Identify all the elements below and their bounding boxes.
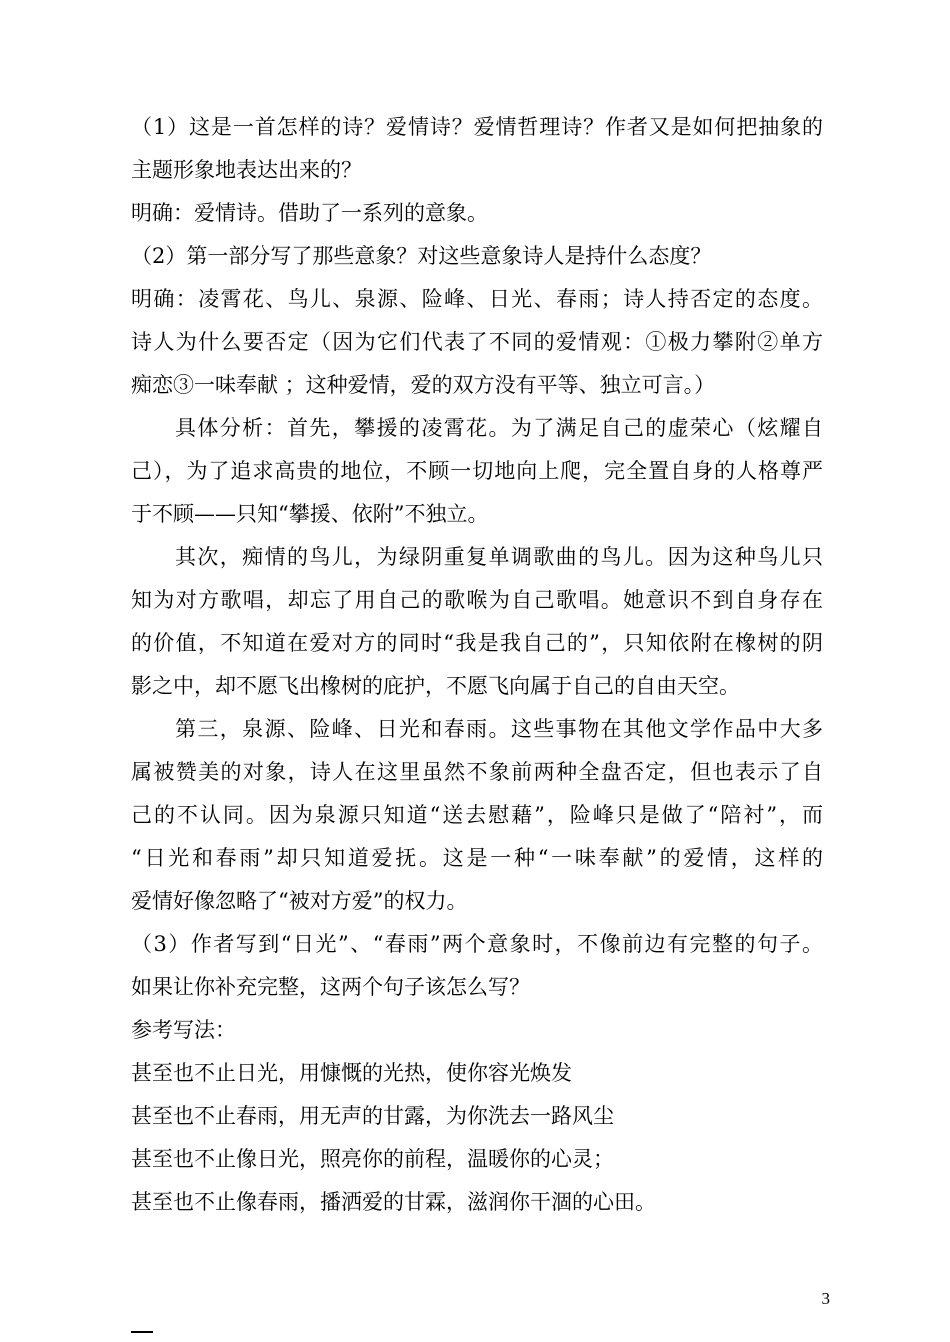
analysis-paragraph-3-line-2: 属被赞美的对象，诗人在这里虽然不象前两种全盘否定，但也表示了自 (131, 760, 823, 784)
analysis-paragraph-2-line-2: 知为对方歌唱，却忘了用自己的歌喉为自己歌唱。她意识不到自身存在 (131, 588, 823, 612)
reference-line-2: 甚至也不止春雨，用无声的甘露，为你洗去一路风尘 (131, 1104, 614, 1128)
analysis-paragraph-3-line-3: 己的不认同。因为泉源只知道“送去慰藉”，险峰只是做了“陪衬”，而 (131, 803, 823, 827)
answer-2-line-2: 诗人为什么要否定（因为它们代表了不同的爱情观：①极力攀附②单方 (131, 330, 823, 354)
analysis-paragraph-2-line-3: 的价值，不知道在爱对方的同时“我是我自己的”，只知依附在橡树的阴 (131, 631, 823, 655)
analysis-paragraph-2-line-4: 影之中，却不愿飞出橡树的庇护，不愿飞向属于自己的自由天空。 (131, 674, 740, 698)
reference-line-1: 甚至也不止日光，用慷慨的光热，使你容光焕发 (131, 1061, 572, 1085)
footer-mark (131, 1331, 153, 1342)
question-3-line-2: 如果让你补充完整，这两个句子该怎么写？ (131, 975, 530, 999)
analysis-paragraph-3-line-4: “日光和春雨”却只知道爱抚。这是一种“一味奉献”的爱情，这样的 (131, 846, 823, 870)
analysis-paragraph-1-line-2: 己），为了追求高贵的地位，不顾一切地向上爬，完全置自身的人格尊严 (131, 459, 823, 483)
analysis-paragraph-1-line-1: 具体分析：首先，攀援的凌霄花。为了满足自己的虚荣心（炫耀自 (175, 416, 823, 440)
page-number: 3 (821, 1289, 830, 1308)
analysis-paragraph-1-line-3: 于不顾——只知“攀援、依附”不独立。 (131, 502, 489, 526)
question-1-line-1: （1）这是一首怎样的诗？爱情诗？爱情哲理诗？作者又是如何把抽象的 (131, 115, 823, 139)
answer-2-line-1: 明确：凌霄花、鸟儿、泉源、险峰、日光、春雨；诗人持否定的态度。 (131, 287, 823, 311)
question-2: （2）第一部分写了那些意象？对这些意象诗人是持什么态度？ (131, 244, 712, 268)
question-3-line-1: （3）作者写到“日光”、“春雨”两个意象时，不像前边有完整的句子。 (131, 932, 823, 956)
analysis-paragraph-2-line-1: 其次，痴情的鸟儿，为绿阴重复单调歌曲的鸟儿。因为这种鸟儿只 (175, 545, 823, 569)
analysis-paragraph-3-line-5: 爱情好像忽略了“被对方爱”的权力。 (131, 889, 468, 913)
reference-line-3: 甚至也不止像日光，照亮你的前程，温暖你的心灵； (131, 1147, 614, 1171)
reference-heading: 参考写法： (131, 1018, 236, 1042)
answer-2-line-3: 痴恋③一味奉献 ；这种爱情，爱的双方没有平等、独立可言。） (131, 373, 716, 397)
analysis-paragraph-3-line-1: 第三，泉源、险峰、日光和春雨。这些事物在其他文学作品中大多 (175, 717, 823, 741)
reference-line-4: 甚至也不止像春雨，播洒爱的甘霖，滋润你干涸的心田。 (131, 1190, 656, 1214)
question-1-line-2: 主题形象地表达出来的？ (131, 158, 362, 182)
answer-1: 明确：爱情诗。借助了一系列的意象。 (131, 201, 488, 225)
